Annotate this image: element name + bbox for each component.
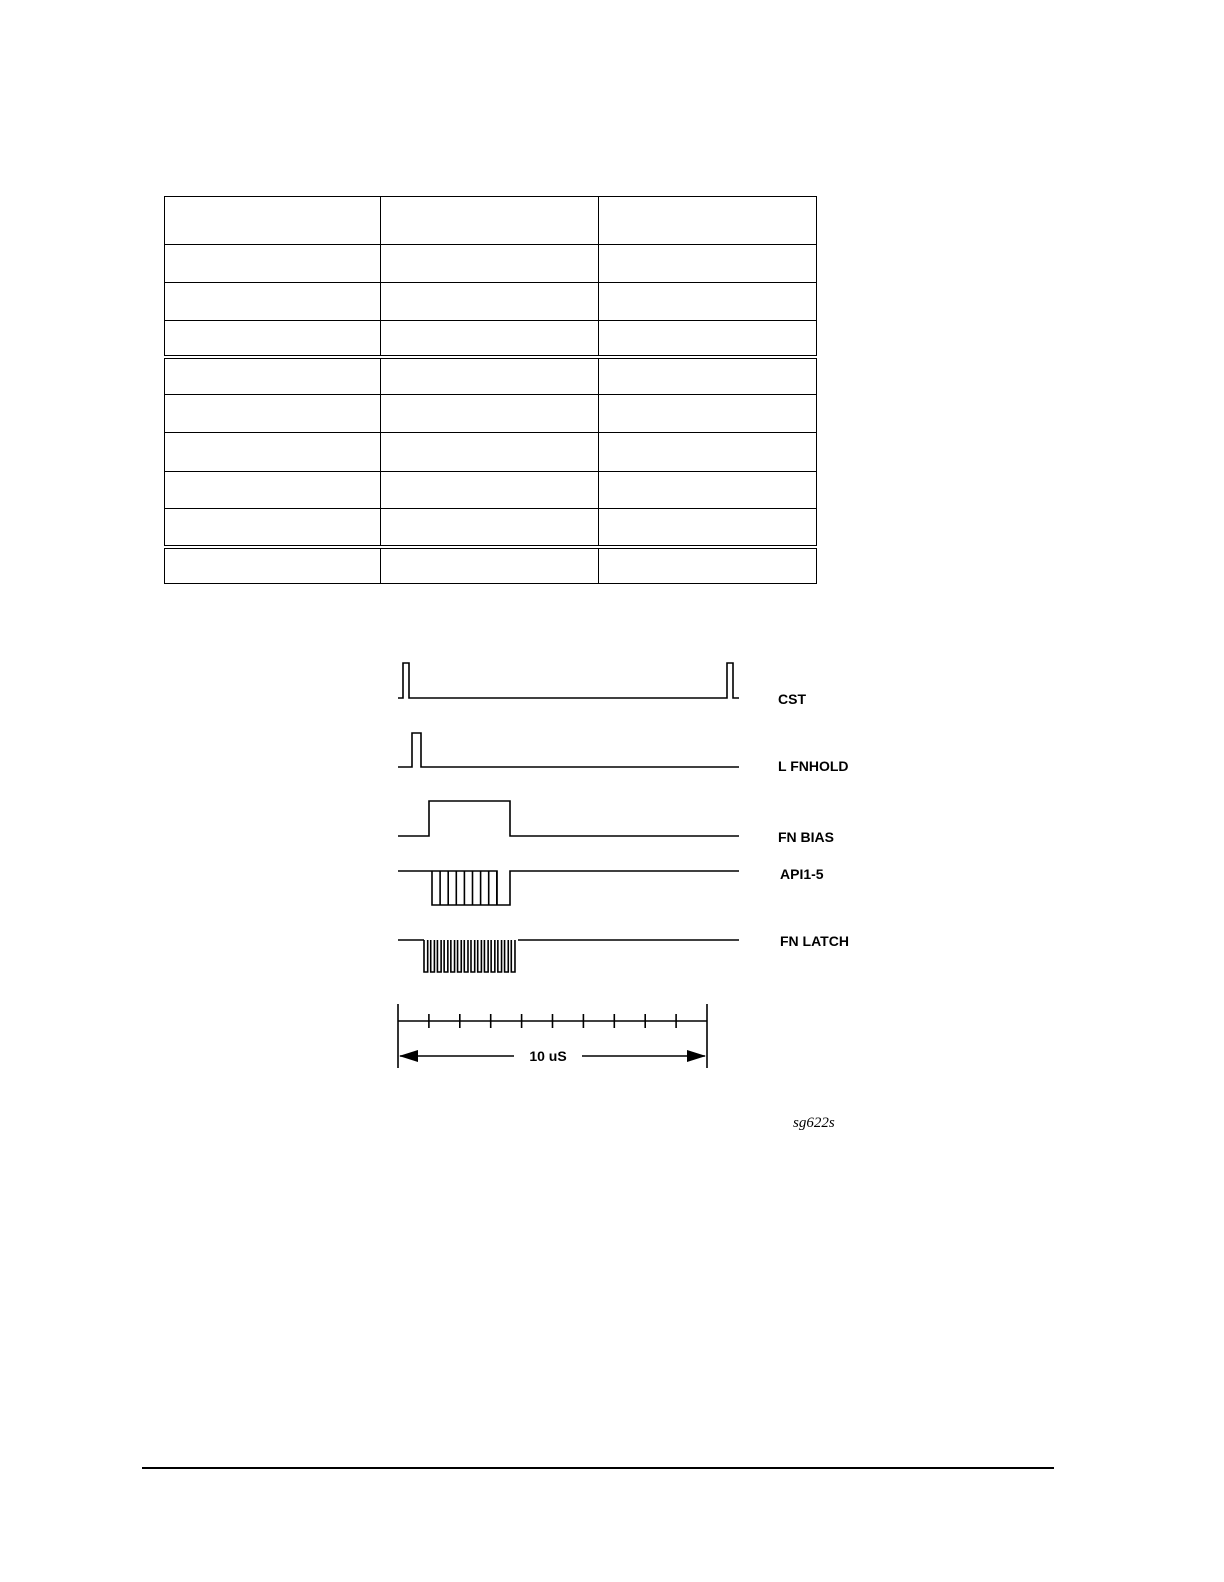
fnlatch-pulse (424, 940, 428, 972)
fnlatch-pulse (478, 940, 482, 972)
label-api: API1-5 (780, 866, 824, 882)
fnlatch-pulse (491, 940, 495, 972)
cst-waveform (398, 663, 739, 698)
fnlatch-pulses (424, 940, 515, 972)
fnlatch-pulse (437, 940, 441, 972)
api-data-transitions (440, 871, 497, 905)
scale-arrow-left (399, 1050, 418, 1062)
fnlatch-pulse (444, 940, 448, 972)
scale-arrow-right (687, 1050, 706, 1062)
fnlatch-pulse (464, 940, 468, 972)
fnlatch-pulse (498, 940, 502, 972)
scale-label: 10 uS (529, 1048, 567, 1064)
fnlatch-pulse (511, 940, 515, 972)
label-fnlatch: FN LATCH (780, 933, 849, 949)
label-fnbias: FN BIAS (778, 829, 834, 845)
footer-rule (142, 1467, 1054, 1469)
label-lfnhold: L FNHOLD (778, 758, 849, 774)
fnlatch-pulse (505, 940, 509, 972)
fnlatch-pulse (484, 940, 488, 972)
fnlatch-pulse (431, 940, 435, 972)
fnlatch-pulse (451, 940, 455, 972)
api-waveform (398, 871, 739, 905)
fnlatch-pulse (458, 940, 462, 972)
fnbias-waveform (398, 801, 739, 836)
fnlatch-pulse (471, 940, 475, 972)
figure-id: sg622s (793, 1115, 835, 1131)
lfnhold-waveform (398, 733, 739, 767)
label-cst: CST (778, 691, 806, 707)
